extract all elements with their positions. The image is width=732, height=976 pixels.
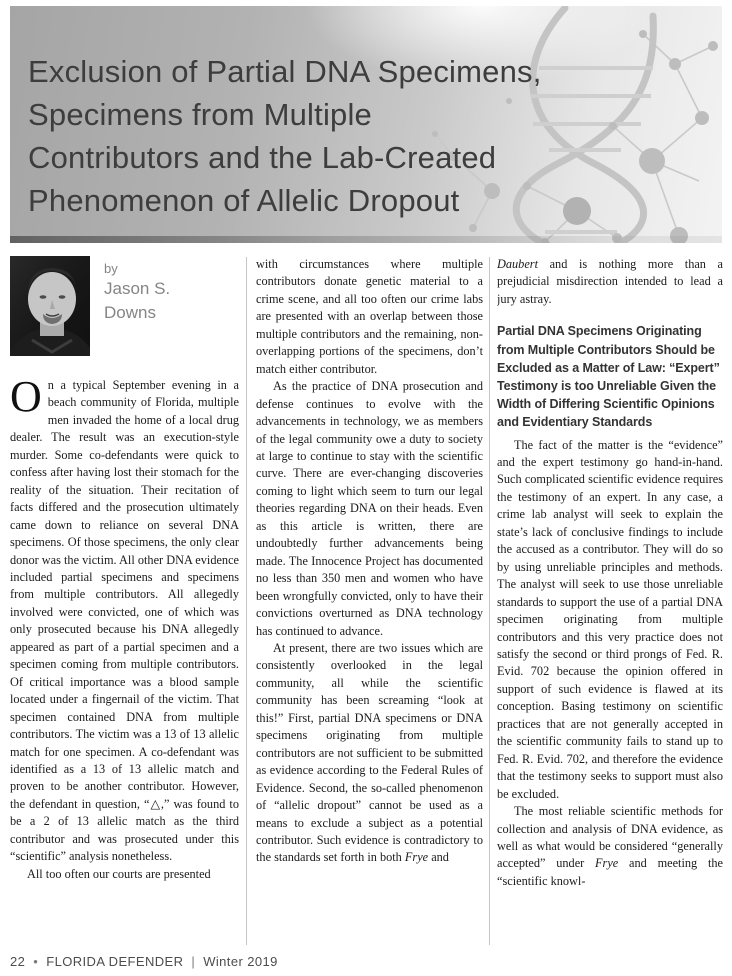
article-header-banner (10, 6, 722, 243)
article-title (28, 50, 542, 222)
page-footer (10, 954, 278, 969)
column-2 (256, 256, 483, 948)
footer-divider: | (191, 954, 196, 969)
byline-by-label: by (104, 261, 118, 276)
column-1 (10, 256, 239, 948)
paragraph: The fact of the matter is the “evidence” and the expert testimony go hand-in-hand. Such complicated scientific evidence requires the testimony of an expert. In any case, a crime lab analyst will seek to explain the state’s lack of conclusive findings to include the accused as a contributor. They will do so by using unreliable principles and methods. The analyst will seek to use those unreliable standards to support the use of a partial DNA specimen originating from multiple contributors and this very practice does not satisfy the second or third prongs of Fed. R. Evid. 702 because the opinion offered in support of such evidence is flawed at its conception. Basing testimony on scientific practices that are not generally accepted in the scientific community fails to stand up to Fed. R. Evid. 702, and therefore the evidence that the testimony seeks to support must also be excluded. (497, 437, 723, 801)
paragraph: Daubert and is nothing more than a prejudicial misdirection intended to lead a jury astray. (497, 257, 723, 306)
paragraph: As the practice of DNA prosecution and defense continues to evolve with the advancements in technology, we as members of the legal community owe a duty to society at large to continue to stay with the scientific curve. There are ever-changing discoveries coming to light which seem to turn our legal theories regarding DNA on their heads. Even as this article is written, there are undoubtedly further advancements being made. The Innocence Project has documented no less than 350 men and women who have been wrongfully convicted, only to have their convictions overturned as DNA technology has continued to advance. (256, 379, 483, 638)
article-title-line: Exclusion of Partial DNA Specimens, (28, 54, 542, 89)
paragraph: with circumstances where multiple contributors donate genetic material to a crime scene, and all too often our crime labs are presented with an overlap between those multiple contributors and the remaining, non-overlapping portions of the specimens, don’t match either contributor. (256, 257, 483, 376)
paragraph: The most reliable scientific methods for collection and analysis of DNA evidence, as well as what would be considered “generally accepted” under Frye and meeting the “scientific knowl- (497, 804, 723, 888)
byline-author-name: Jason S. (104, 279, 171, 298)
paragraph: At present, there are two issues which are consistently overlooked in the legal community, all while the scientific community has been screaming “look at this!” First, partial DNA specimens or DNA specimens originating from multiple contributors are not sufficient to be submitted as evidence according to the Federal Rules of Evidence. Second, the so-called phenomenon of “allelic dropout” cannot be used as a means to exclude a subject as a potential contributor. Such evidence is contradictory to the standards set forth in both Frye and (256, 640, 483, 865)
magazine-name: FLORIDA DEFENDER (46, 954, 184, 969)
footer-bullet: • (33, 954, 39, 969)
page-number: 22 (10, 954, 26, 969)
column-divider (489, 257, 490, 945)
column-3 (497, 256, 723, 948)
issue-label: Winter 2019 (203, 954, 278, 969)
byline-author-name: Downs (104, 303, 156, 322)
paragraph (10, 372, 239, 866)
byline (10, 256, 239, 356)
drop-cap: O (10, 372, 42, 421)
column-divider (246, 257, 247, 945)
paragraph-text: n a typical September evening in a beach community of Florida, multiple men invaded the home of a local drug dealer. The result was an execution-style murder. Some co-defendants were quick to confess after having lost their stomach for the reality of the situation. Their recitation of facts differed and the prosecution ultimately came down to reliance on several DNA specimens. Of those specimens, the only clear donor was the victim. All other DNA evidence included partial specimens and specimens from multiple contributors. All allegedly involved were convicted, one of which was only prosecuted because his DNA allegedly appeared as part of a partial specimen and a specimen coming from multiple contributors. Of critical importance was a blood sample located under a fingernail of the victim. That specimen contained DNA from multiple contributors. The victim was a 13 of 13 allelic match for one specimen. A co-defendant was identified as a 13 of 13 allelic match and proven to be another contributor. However, the defendant in question, “△,” was found to be a 2 of 13 allelic match as the third contributor and was prosecuted under this “scientific” analysis nonetheless. (10, 378, 239, 864)
author-photo (10, 256, 90, 356)
article-title-line: Specimens from Multiple (28, 97, 372, 132)
byline-text (90, 256, 170, 356)
paragraph: All too often our courts are presented (27, 866, 211, 881)
article-title-line: Phenomenon of Allelic Dropout (28, 183, 460, 218)
article-title-line: Contributors and the Lab-Created (28, 140, 497, 175)
section-heading: Partial DNA Specimens Originating from Multiple Contributors Should be Excluded as a Matter of Law: “Expert” Testimony is too Unreliable Given the Width of Differing Scientific Opinions and Evidentiary Standards (497, 324, 720, 430)
